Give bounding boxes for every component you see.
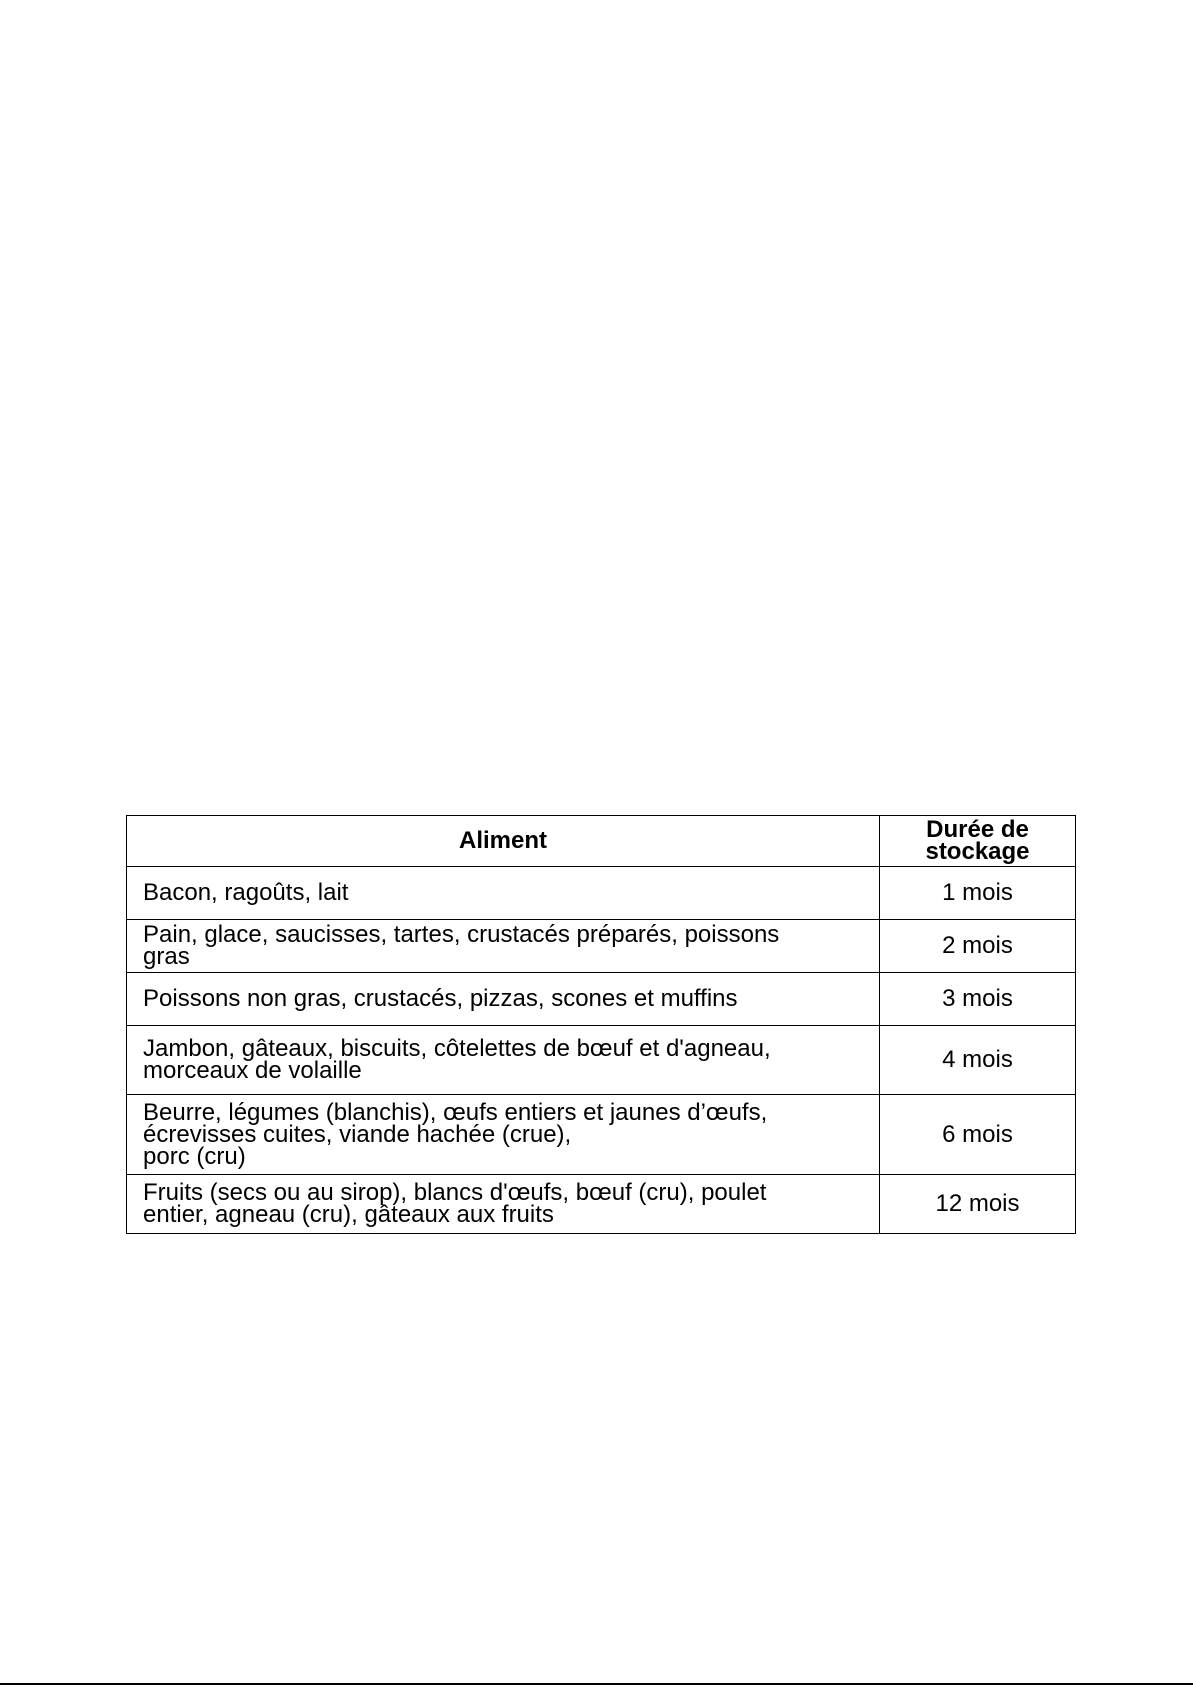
table-row <box>127 1095 1076 1175</box>
table-header-row <box>127 816 1076 867</box>
food-cell: Jambon, gâteaux, biscuits, côtelettes de bœuf et d'agneau, morceaux de volaille <box>127 1026 880 1095</box>
food-cell: Pain, glace, saucisses, tartes, crustacés préparés, poissons gras <box>127 920 880 973</box>
duration-cell: 12 mois <box>880 1175 1076 1234</box>
table-row <box>127 867 1076 920</box>
duration-cell: 6 mois <box>880 1095 1076 1175</box>
food-cell: Beurre, légumes (blanchis), œufs entiers et jaunes d’œufs, écrevisses cuites, viande hachée (crue), porc (cru) <box>127 1095 880 1175</box>
food-cell: Bacon, ragoûts, lait <box>127 867 880 920</box>
page-bottom-divider <box>0 1683 1193 1685</box>
food-cell: Fruits (secs ou au sirop), blancs d'œufs, bœuf (cru), poulet entier, agneau (cru), gâteaux aux fruits <box>127 1175 880 1234</box>
freezer-storage-table <box>126 815 1076 1234</box>
duration-cell: 2 mois <box>880 920 1076 973</box>
header-duration: Durée de stockage <box>880 816 1076 867</box>
table-row <box>127 1026 1076 1095</box>
table-row <box>127 1175 1076 1234</box>
duration-cell: 4 mois <box>880 1026 1076 1095</box>
duration-cell: 3 mois <box>880 973 1076 1026</box>
table-row <box>127 973 1076 1026</box>
table-row <box>127 920 1076 973</box>
duration-cell: 1 mois <box>880 867 1076 920</box>
food-cell: Poissons non gras, crustacés, pizzas, scones et muffins <box>127 973 880 1026</box>
header-food: Aliment <box>127 816 880 867</box>
